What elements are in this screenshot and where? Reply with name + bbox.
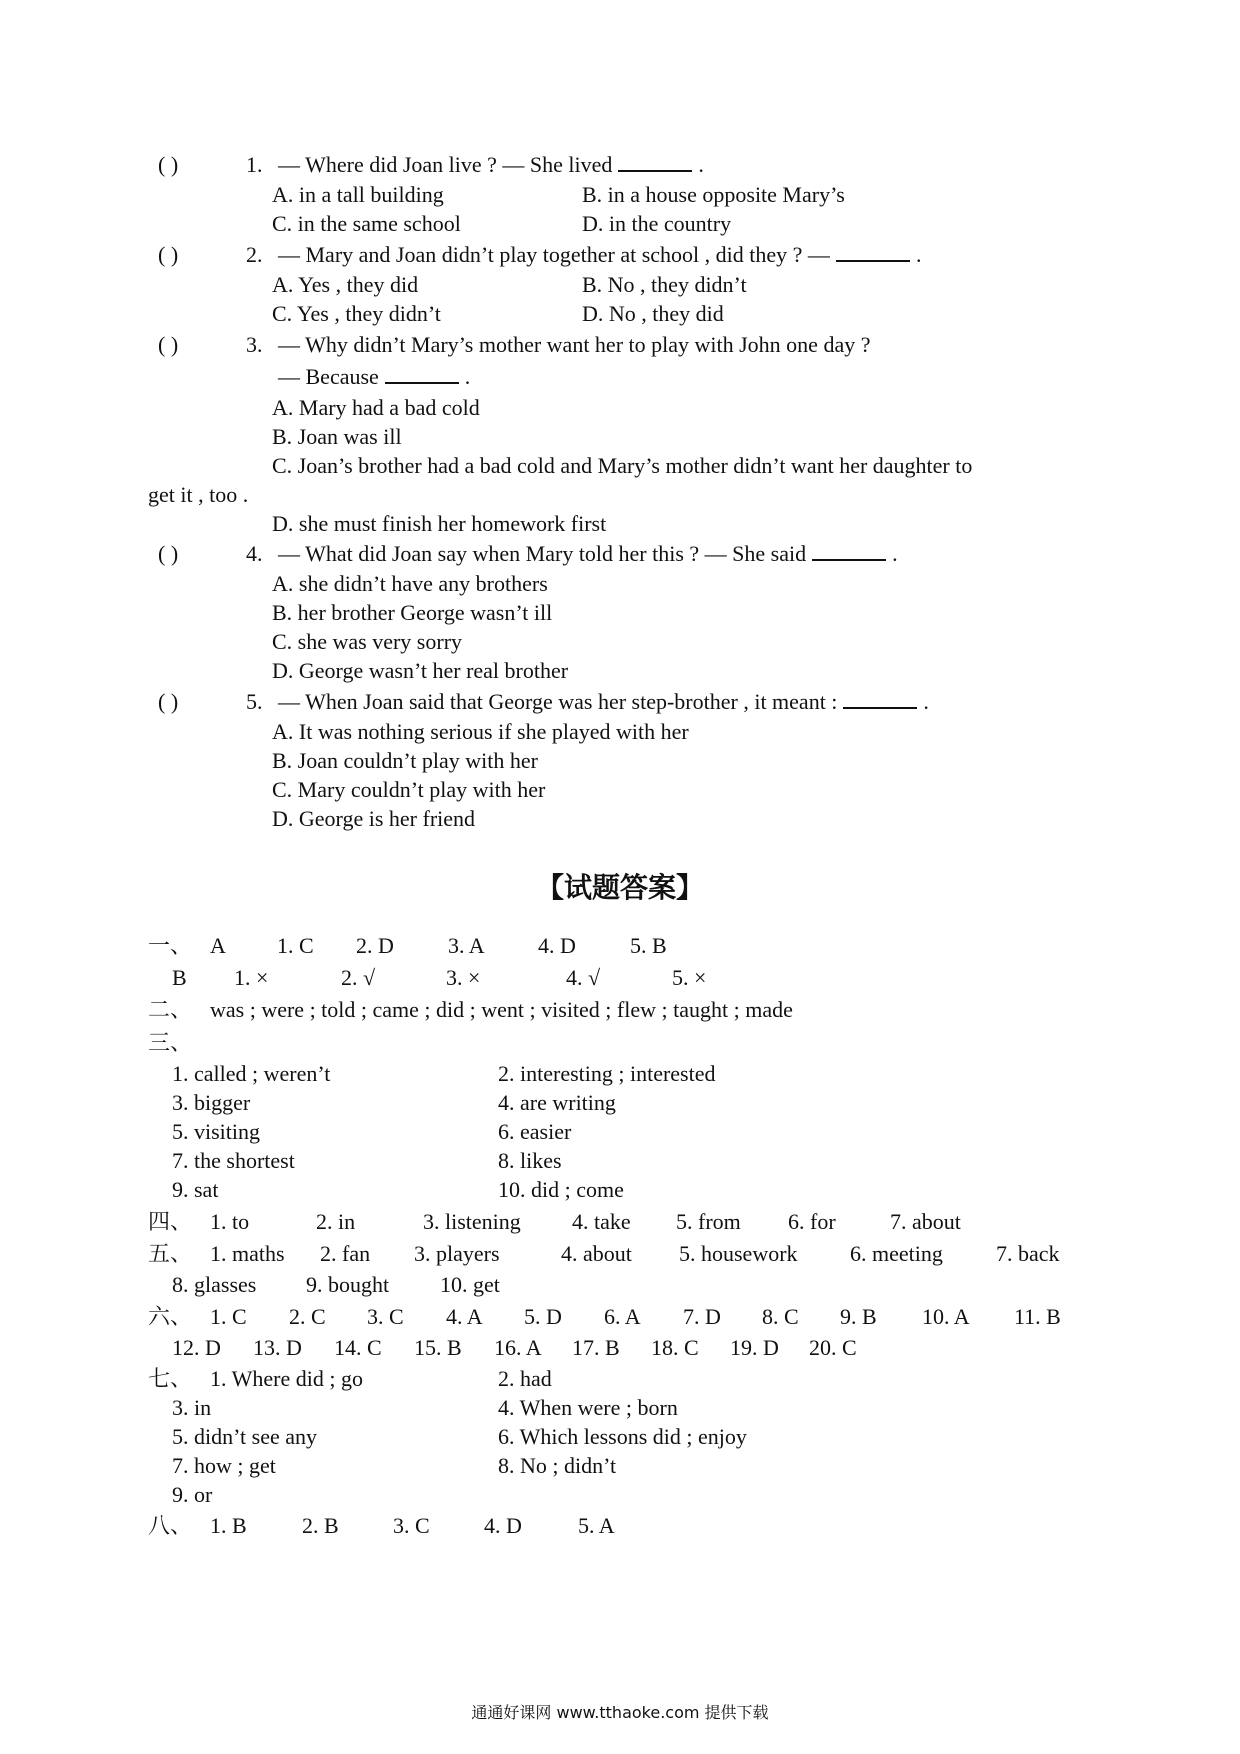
answer-item: 1. to bbox=[210, 1209, 250, 1234]
answer-item: 5. housework bbox=[679, 1241, 798, 1266]
question-stem: — When Joan said that George was her step-brother , it meant : . bbox=[278, 689, 929, 714]
answer-item: 15. B bbox=[414, 1335, 462, 1360]
answer-item: 2. had bbox=[498, 1366, 552, 1391]
answer-item: 1. Where did ; go bbox=[210, 1366, 363, 1391]
option-c: C. Mary couldn’t play with her bbox=[272, 777, 546, 802]
question-number: 2. bbox=[246, 242, 263, 267]
answer-item: 7. how ; get bbox=[172, 1453, 276, 1478]
answer-item: 2. √ bbox=[341, 965, 376, 990]
answer-item: 5. × bbox=[672, 965, 707, 990]
answer-item: 5. D bbox=[524, 1304, 562, 1329]
section-label: 七、 bbox=[148, 1366, 193, 1391]
option-c: C. in the same school bbox=[272, 211, 461, 236]
answer-item: B bbox=[172, 965, 187, 990]
option-d: D. No , they did bbox=[582, 301, 724, 326]
answer-item: 1. C bbox=[277, 933, 314, 958]
answer-item: 6. A bbox=[604, 1304, 641, 1329]
option-d: D. in the country bbox=[582, 211, 732, 236]
answer-item: 7. the shortest bbox=[172, 1148, 295, 1173]
section-label: 一、 bbox=[148, 933, 193, 958]
section-label: 六、 bbox=[148, 1304, 193, 1329]
answer-text: was ; were ; told ; came ; did ; went ; visited ; flew ; taught ; made bbox=[210, 997, 793, 1022]
answer-item: 6. easier bbox=[498, 1119, 572, 1144]
answer-item: 18. C bbox=[651, 1335, 699, 1360]
answer-item: 4. A bbox=[446, 1304, 483, 1329]
question-number: 1. bbox=[246, 152, 263, 177]
option-c: C. she was very sorry bbox=[272, 629, 463, 654]
answer-item: 4. are writing bbox=[498, 1090, 616, 1115]
answer-item: 10. get bbox=[440, 1272, 500, 1297]
answer-item: 13. D bbox=[253, 1335, 302, 1360]
question-stem: — Where did Joan live ? — She lived . bbox=[278, 152, 704, 177]
option-c-continued: get it , too . bbox=[148, 482, 249, 507]
answer-item: 6. meeting bbox=[850, 1241, 943, 1266]
answer-item: 2. in bbox=[316, 1209, 356, 1234]
option-d: D. George wasn’t her real brother bbox=[272, 658, 569, 683]
answer-item: 6. Which lessons did ; enjoy bbox=[498, 1424, 747, 1449]
answer-item: 3. listening bbox=[423, 1209, 521, 1234]
section-label: 三、 bbox=[148, 1030, 193, 1055]
question-number: 5. bbox=[246, 689, 263, 714]
answer-paren: ( ) bbox=[158, 152, 179, 177]
answer-item: 19. D bbox=[730, 1335, 779, 1360]
answer-item: 3. A bbox=[448, 933, 485, 958]
answer-item: 1. called ; weren’t bbox=[172, 1061, 331, 1086]
answer-item: 4. take bbox=[572, 1209, 631, 1234]
answer-item: 20. C bbox=[809, 1335, 857, 1360]
answer-item: 2. interesting ; interested bbox=[498, 1061, 716, 1086]
answer-item: 17. B bbox=[572, 1335, 620, 1360]
answer-item: 3. × bbox=[446, 965, 481, 990]
answer-item: 1. B bbox=[210, 1513, 247, 1538]
answer-item: 4. D bbox=[484, 1513, 522, 1538]
option-a: A. she didn’t have any brothers bbox=[272, 571, 548, 596]
answer-item: 7. back bbox=[996, 1241, 1060, 1266]
option-a: A. in a tall building bbox=[272, 182, 444, 207]
option-a: A. Yes , they did bbox=[272, 272, 419, 297]
answer-item: 10. A bbox=[922, 1304, 970, 1329]
answer-item: 9. or bbox=[172, 1482, 213, 1507]
question-stem: — Mary and Joan didn’t play together at school , did they ? — . bbox=[278, 242, 922, 267]
answer-item: 6. for bbox=[788, 1209, 836, 1234]
answer-item: 8. No ; didn’t bbox=[498, 1453, 617, 1478]
answer-item: 9. B bbox=[840, 1304, 877, 1329]
answer-item: 3. C bbox=[393, 1513, 430, 1538]
option-a: A. It was nothing serious if she played with her bbox=[272, 719, 689, 744]
option-b: B. in a house opposite Mary’s bbox=[582, 182, 845, 207]
answer-item: 2. C bbox=[289, 1304, 326, 1329]
answer-item: 5. from bbox=[676, 1209, 741, 1234]
answer-item: 14. C bbox=[334, 1335, 382, 1360]
answer-item: 1. maths bbox=[210, 1241, 285, 1266]
section-label: 五、 bbox=[148, 1241, 193, 1266]
question-stem-continued: — Because . bbox=[278, 364, 471, 389]
question-number: 4. bbox=[246, 541, 263, 566]
option-b: B. Joan was ill bbox=[272, 424, 402, 449]
option-d: D. she must finish her homework first bbox=[272, 511, 607, 536]
answer-item: 5. A bbox=[578, 1513, 615, 1538]
answer-item: 3. players bbox=[414, 1241, 500, 1266]
answer-item: 4. √ bbox=[566, 965, 601, 990]
answer-item: 8. C bbox=[762, 1304, 799, 1329]
answer-paren: ( ) bbox=[158, 689, 179, 714]
answer-item: 9. bought bbox=[306, 1272, 390, 1297]
answer-item: 1. C bbox=[210, 1304, 247, 1329]
option-c: C. Joan’s brother had a bad cold and Mary’s mother didn’t want her daughter to bbox=[272, 453, 973, 478]
answer-item: 3. in bbox=[172, 1395, 212, 1420]
answer-item: 3. C bbox=[367, 1304, 404, 1329]
section-label: 四、 bbox=[148, 1209, 193, 1234]
question-stem: — Why didn’t Mary’s mother want her to play with John one day ? bbox=[278, 332, 871, 357]
answer-item: 2. D bbox=[356, 933, 394, 958]
section-label: 二、 bbox=[148, 997, 193, 1022]
footer-source: 通通好课网 www.tthaoke.com 提供下载 bbox=[471, 1703, 769, 1722]
option-b: B. No , they didn’t bbox=[582, 272, 747, 297]
answer-item: 3. bigger bbox=[172, 1090, 251, 1115]
answer-item: 5. B bbox=[630, 933, 667, 958]
answer-item: 11. B bbox=[1014, 1304, 1061, 1329]
answer-item: 7. about bbox=[890, 1209, 961, 1234]
answer-item: 5. didn’t see any bbox=[172, 1424, 318, 1449]
answers-title: 【试题答案】 bbox=[535, 871, 704, 904]
option-b: B. her brother George wasn’t ill bbox=[272, 600, 553, 625]
answer-item: 10. did ; come bbox=[498, 1177, 624, 1202]
answer-paren: ( ) bbox=[158, 541, 179, 566]
answer-item: 4. When were ; born bbox=[498, 1395, 678, 1420]
answer-item: 8. glasses bbox=[172, 1272, 257, 1297]
option-d: D. George is her friend bbox=[272, 806, 476, 831]
answer-item: 4. about bbox=[561, 1241, 632, 1266]
answer-item: A bbox=[210, 933, 226, 958]
answer-paren: ( ) bbox=[158, 242, 179, 267]
answer-item: 2. B bbox=[302, 1513, 339, 1538]
answer-item: 7. D bbox=[683, 1304, 721, 1329]
answer-item: 8. likes bbox=[498, 1148, 562, 1173]
answer-item: 4. D bbox=[538, 933, 576, 958]
answer-item: 9. sat bbox=[172, 1177, 219, 1202]
answer-item: 5. visiting bbox=[172, 1119, 261, 1144]
option-a: A. Mary had a bad cold bbox=[272, 395, 480, 420]
answer-item: 2. fan bbox=[320, 1241, 371, 1266]
section-label: 八、 bbox=[148, 1513, 193, 1538]
option-b: B. Joan couldn’t play with her bbox=[272, 748, 538, 773]
answer-item: 16. A bbox=[494, 1335, 542, 1360]
option-c: C. Yes , they didn’t bbox=[272, 301, 441, 326]
question-stem: — What did Joan say when Mary told her this ? — She said . bbox=[278, 541, 898, 566]
answer-paren: ( ) bbox=[158, 332, 179, 357]
answer-item: 1. × bbox=[234, 965, 269, 990]
question-number: 3. bbox=[246, 332, 263, 357]
answer-item: 12. D bbox=[172, 1335, 221, 1360]
